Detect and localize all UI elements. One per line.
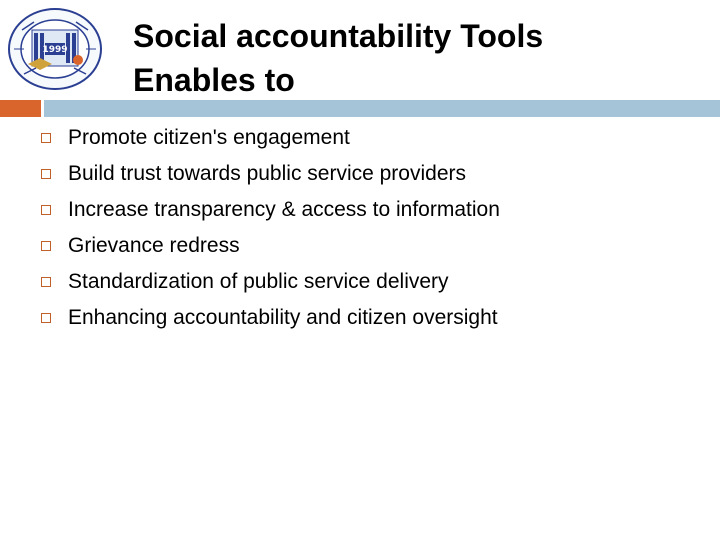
- square-bullet-icon: [41, 133, 51, 143]
- slide-title-line-2: Enables to: [133, 62, 295, 98]
- bullet-text: Standardization of public service delivery: [68, 270, 449, 293]
- slide-title-line-1: Social accountability Tools: [133, 18, 544, 54]
- bullet-text: Grievance redress: [68, 234, 240, 257]
- slide-title: [133, 14, 543, 102]
- bullet-item: [38, 192, 500, 228]
- accent-bar: [0, 100, 41, 117]
- square-bullet-icon: [41, 241, 51, 251]
- institute-emblem-icon: [6, 6, 104, 92]
- bullet-item: [38, 300, 500, 336]
- bullet-text: Enhancing accountability and citizen oversight: [68, 306, 498, 329]
- square-bullet-icon: [41, 169, 51, 179]
- bullet-item: [38, 120, 500, 156]
- bullet-text: Promote citizen's engagement: [68, 126, 350, 149]
- bullet-item: [38, 156, 500, 192]
- bullet-item: [38, 264, 500, 300]
- bullet-list: [38, 120, 500, 336]
- square-bullet-icon: [41, 205, 51, 215]
- bullet-text: Build trust towards public service providers: [68, 162, 466, 185]
- square-bullet-icon: [41, 277, 51, 287]
- square-bullet-icon: [41, 313, 51, 323]
- svg-text:1999: 1999: [42, 45, 68, 55]
- bullet-item: [38, 228, 500, 264]
- header-rule-bar: [44, 100, 720, 117]
- bullet-text: Increase transparency & access to information: [68, 198, 500, 221]
